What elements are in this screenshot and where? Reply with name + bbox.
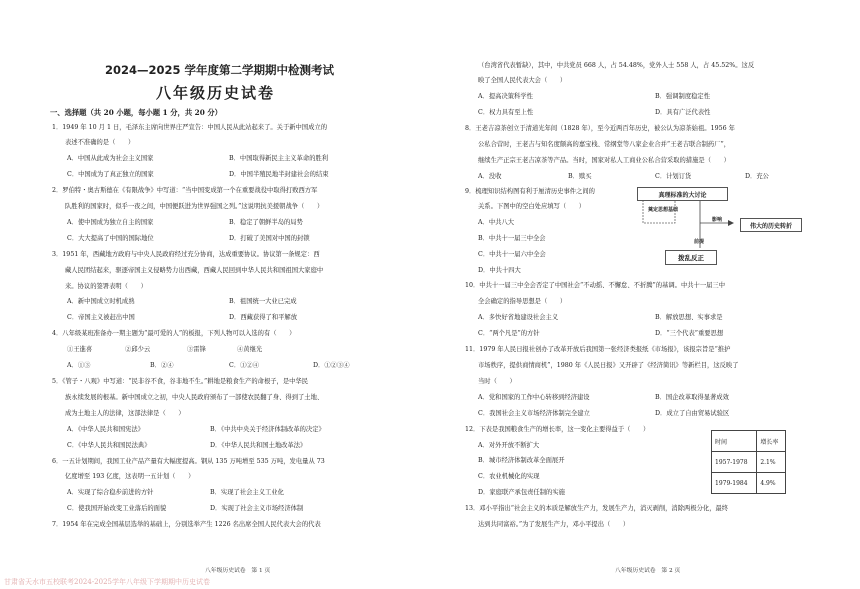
option-d: D．家庭联产承包责任制的实施 [478,489,565,496]
option-d: D．具有广泛代表性 [655,109,711,116]
diagram-right-box: 伟大的历史转折 [740,218,802,232]
question-1-stem: 1．1949 年 10 月 1 日，毛泽东主席向世界庄严宣告：中国人民从此站起来了。关于新中国成立的 [52,124,328,131]
option-a: A．①③ [67,362,91,369]
option-a: A．没收 [478,173,502,180]
paper-subtitle: 八年级历史试卷 [156,84,276,102]
option-c: C．农业机械化的实现 [478,473,540,480]
option-d: D．实现了社会主义市场经济体制 [210,505,304,512]
question-6-stem: 亿度增至 193 亿度，这表明一五计划（ ） [65,473,195,480]
option-b: B．②④ [150,362,174,369]
question-8-stem: 继续生产正宗王老吉凉茶等产品。当时，国家对私人工商业公私合营采取的措施是（ ） [478,157,730,164]
table-row [712,452,786,473]
option-b: B．国企改革取得显著成效 [655,394,729,401]
question-3-stem: 3．1951 年，西藏地方政府与中央人民政府经过充分协商，达成重要协议。协议第一条规定：西 [52,251,320,258]
question-1-stem: 表述不准确的是（ ） [65,139,135,146]
option-c: C．“两个凡是”的方针 [478,330,540,337]
question-12-stem: 12．下表是我国粮食生产的增长率，这一变化主要得益于（ ） [465,426,650,433]
option-a: A．对外开放不断扩大 [478,442,540,449]
person-2: ②邱少云 [125,346,151,353]
option-b: B．《中共中央关于经济体制改革的决定》 [210,426,325,433]
option-b: B．中国取得新民主主义革命的胜利 [229,155,329,162]
person-1: ①王進喜 [67,346,93,353]
question-11-stem: 市场秩序，提供商情商机”，1980 年《人民日报》又开辟了《经济简讯》等新栏目，这反映了 [478,362,739,369]
option-d: D．西藏获得了和平解放 [229,314,298,321]
table-cell: 1957-1978 [712,452,757,473]
table-row [712,473,786,494]
option-c: C．我国社会主义市场经济体制完全建立 [478,410,590,417]
person-4: ④黄继光 [237,346,263,353]
option-d: D．打破了美国对中国的封锁 [229,235,310,242]
question-2-stem: 2．罗伯特・奥古斯德在《有限战争》中写道：“当中国变成第一个在重要战役中取得打败西方军 [52,187,318,194]
option-d: D．中共十四大 [478,267,521,274]
grain-growth-table [711,430,786,494]
diagram-arrow-label: 影响 [712,217,723,223]
question-8-stem: 公私合营时，王老吉与知名度颇高的嘉宝栈、常纲堂等八家企业合并“王老吉联合制药厂”， [478,141,731,148]
option-a: A．新中国成立时机成熟 [67,298,135,305]
option-b: B．强调制度稳定性 [655,93,711,100]
diagram-top-box: 真理标准的大讨论 [637,187,728,201]
option-b: B．解放思想、实事求是 [655,314,723,321]
option-c: C．①②④ [229,362,260,369]
question-7-stem: （台湾省代表暂缺），其中，中共党员 668 人，占 54.48%，党外人士 558 人，占 45.52%。这反 [478,62,755,69]
question-7-stem: 7．1954 年在完成全国基层选举的基础上，分别选举产生 1226 名出席全国人民代表大会的代表 [52,521,321,528]
question-9-stem: 关系。下图中的空白处应填写（ ） [478,203,586,210]
option-c: C．帝国主义被赶出中国 [67,314,135,321]
option-c: C．计划订货 [655,173,692,180]
option-c: C．中国成为了真正独立的国家 [67,171,154,178]
question-2-stem: 队胜利的国家时，似乎一夜之间，中国便跃进为世界强国之列。”这说明抗美援朝战争（ ） [65,203,324,210]
question-8-stem: 8．王老吉凉茶创立于清道光年间（1828 年），至今近两百年历史，被公认为凉茶始祖。1956 年 [465,125,735,132]
question-13-stem: 达到共同富裕。”为了发展生产力，邓小平提出（ ） [478,521,630,528]
option-d: D．“三个代表”重要思想 [655,330,724,337]
question-5-stem: 成为土地主人的法律，这部法律是（ ） [65,410,185,417]
option-d: D．充公 [745,173,769,180]
option-c: C．使我国开始改变工业落后的面貌 [67,505,167,512]
diagram-left-label: 奠定思想基础 [648,207,679,213]
question-11-stem: 当时（ ） [478,378,516,385]
table-cell: 1979-1984 [712,473,757,494]
option-c: C．《中华人民共和国民法典》 [67,442,151,449]
question-6-stem: 6．一五计划期间，我国工业产品产量有大幅度提高。钢从 135 万吨增至 535 万吨，发电量从 73 [52,458,325,465]
question-4-stem: 4．八年级某班准备办一期主题为“最可爱的人”的板报，下列人物可以入选的有（ ） [52,330,296,337]
option-c: C．大大提高了中国的国际地位 [67,235,154,242]
option-a: A．多快好省地建设社会主义 [478,314,559,321]
option-b: B．中共十一届三中全会 [478,235,546,242]
option-d: D．中国半殖民地半封建社会的结束 [229,171,329,178]
source-watermark: 甘肃省天水市五校联考2024-2025学年八年级下学期期中历史试卷 [4,578,210,586]
option-b: B．祖国统一大业已完成 [229,298,297,305]
table-header: 增长率 [757,431,786,452]
question-3-stem: 来。协议的签署表明（ ） [65,283,147,290]
diagram-mid-label: 前提 [694,239,705,245]
option-d: D．《中华人民共和国土地改革法》 [210,442,307,449]
option-a: A．中共八大 [478,219,515,226]
option-a: A．提高决策科学性 [478,93,533,100]
option-c: C．中共十一届六中全会 [478,251,546,258]
page-footer-right: 八年级历史试卷 第 2 页 [615,568,681,574]
option-d: D．成立了自由贸易试验区 [655,410,730,417]
section-heading: 一、选择题（共 20 小题，每小题 1 分，共 20 分） [50,108,222,117]
table-cell: 2.1% [757,452,786,473]
question-10-stem: 全会确定的指导思想是（ ） [478,298,567,305]
option-a: A．党和国家的工作中心转移到经济建设 [478,394,590,401]
table-header: 时间 [712,431,757,452]
person-3: ③雷锋 [187,346,206,353]
page-footer-left: 八年级历史试卷 第 1 页 [205,568,271,574]
option-c: C．权力具有至上性 [478,109,534,116]
diagram-bottom-box: 拨乱反正 [665,250,717,265]
question-13-stem: 13．邓小平指出“社会主义的本质是解放生产力，发展生产力，消灭剥削，消除两极分化，最终 [465,505,729,512]
question-10-stem: 10．中共十一届三中全会否定了中国社会“不动摇、不懈怠、不折腾”的基调。中共十一届三中 [465,282,726,289]
question-11-stem: 11．1979 年人民日报社创办了改革开放后我国第一张经济类报纸《市场报》，该报宗旨是“推护 [465,346,731,353]
option-a: A．中国从此成为社会主义国家 [67,155,154,162]
question-9-stem: 9．梳理知识结构图有利于厘清历史事件之间的 [465,188,595,195]
question-5-stem: 5．《管子・八观》中写道：“民非谷不食，谷非地不生。”耕地是粮食生产的命根子，是中华民 [52,378,309,385]
question-7-stem: 映了全国人民代表大会（ ） [478,77,567,84]
option-b: B．实现了社会主义工业化 [210,489,284,496]
option-b: B．赎买 [568,173,592,180]
option-b: B．城市经济体制改革全面展开 [478,457,565,464]
option-a: A．《中华人民共和国宪法》 [67,426,144,433]
question-3-stem: 藏人民团结起来，驱逐帝国主义侵略势力出西藏，西藏人民回到中华人民共和国祖国大家庭中 [65,267,324,274]
exam-title: 2024—2025 学年度第二学期期中检测考试 [105,63,335,77]
option-d: D．①②③④ [313,362,350,369]
option-a: A．实现了综合稳步前进的方针 [67,489,154,496]
question-5-stem: 族永续发展的根基。新中国成立之初，中央人民政府颁布了一部使农民翻了身、得到了土地、 [65,394,324,401]
option-a: A．使中国成为独立自主的国家 [67,219,154,226]
option-b: B．稳定了朝鲜半岛的局势 [229,219,303,226]
table-cell: 4.9% [757,473,786,494]
